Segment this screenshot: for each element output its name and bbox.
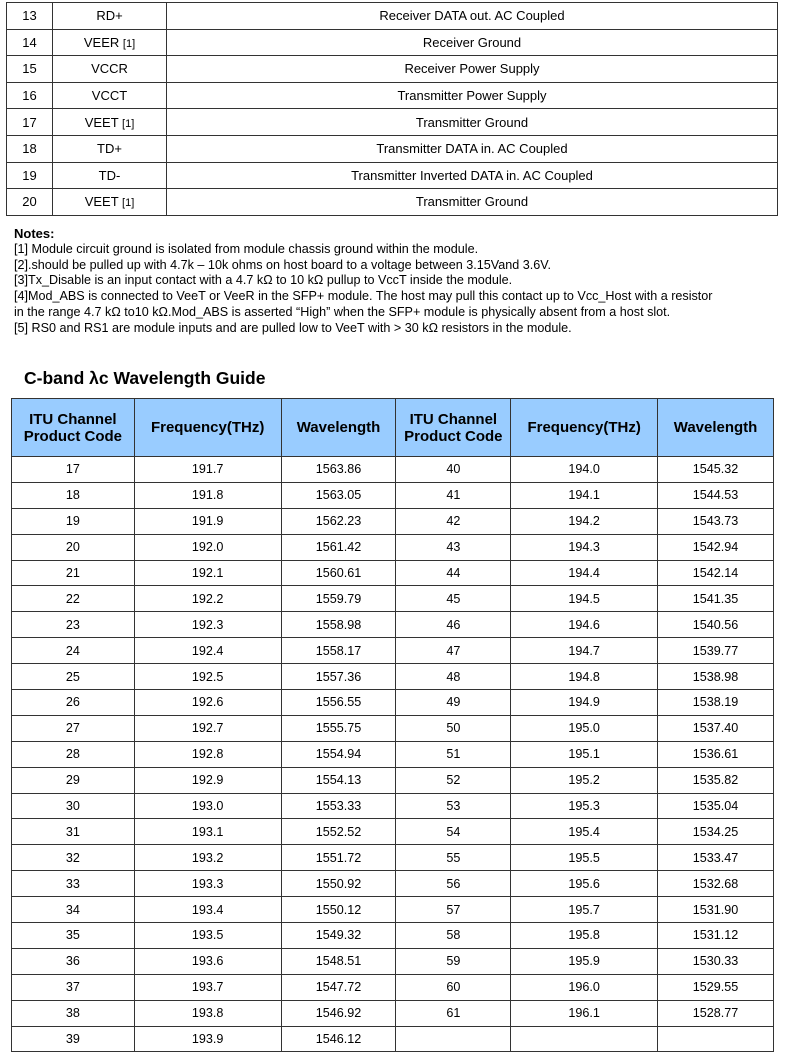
- header-row: [12, 399, 774, 457]
- table-row: [12, 715, 774, 741]
- pin-table-body: [7, 3, 778, 216]
- table-row: [12, 819, 774, 845]
- table-cell: 1548.51: [281, 948, 396, 974]
- table-cell: 192.5: [134, 664, 281, 690]
- pin-symbol: VEER: [83, 34, 120, 50]
- table-cell: 195.8: [511, 923, 658, 949]
- table-cell: 194.3: [511, 534, 658, 560]
- table-cell: 53: [396, 793, 511, 819]
- table-cell: 1532.68: [658, 871, 774, 897]
- table-row: [12, 534, 774, 560]
- table-cell: 1563.86: [281, 457, 396, 483]
- pin-note-ref: [1]: [122, 197, 135, 210]
- pin-description: Transmitter Ground: [167, 189, 778, 216]
- table-cell: 36: [12, 948, 135, 974]
- table-cell: 18: [12, 482, 135, 508]
- pin-row: [7, 135, 778, 162]
- table-cell: 1546.12: [281, 1026, 396, 1052]
- table-cell: 1534.25: [658, 819, 774, 845]
- table-cell: 28: [12, 741, 135, 767]
- table-cell: 49: [396, 690, 511, 716]
- table-cell: 195.5: [511, 845, 658, 871]
- table-cell: 192.2: [134, 586, 281, 612]
- pin-description: Transmitter Power Supply: [167, 82, 778, 109]
- table-cell: [396, 1026, 511, 1052]
- pin-symbol-cell: [53, 56, 167, 83]
- pin-note-ref: [1]: [122, 117, 135, 130]
- table-cell: 195.0: [511, 715, 658, 741]
- table-cell: 195.3: [511, 793, 658, 819]
- table-row: [12, 612, 774, 638]
- table-cell: 1543.73: [658, 508, 774, 534]
- pin-symbol-cell: [53, 82, 167, 109]
- table-cell: 1547.72: [281, 974, 396, 1000]
- table-cell: 193.4: [134, 897, 281, 923]
- table-cell: 27: [12, 715, 135, 741]
- table-cell: 1561.42: [281, 534, 396, 560]
- table-cell: 48: [396, 664, 511, 690]
- table-cell: 1544.53: [658, 482, 774, 508]
- table-cell: 1540.56: [658, 612, 774, 638]
- table-cell: 21: [12, 560, 135, 586]
- table-cell: 31: [12, 819, 135, 845]
- pin-description: Receiver Power Supply: [167, 56, 778, 83]
- note-line: [5] RS0 and RS1 are module inputs and are pulled low to VeeT with > 30 kΩ resistors in the module.: [14, 320, 572, 335]
- table-cell: 26: [12, 690, 135, 716]
- pin-symbol: RD+: [96, 8, 123, 24]
- table-cell: 195.4: [511, 819, 658, 845]
- table-cell: 30: [12, 793, 135, 819]
- table-row: [12, 508, 774, 534]
- table-cell: 1538.98: [658, 664, 774, 690]
- pin-symbol-cell: [53, 29, 167, 56]
- table-cell: 55: [396, 845, 511, 871]
- table-cell: 194.1: [511, 482, 658, 508]
- table-cell: 43: [396, 534, 511, 560]
- table-cell: 194.0: [511, 457, 658, 483]
- table-cell: 42: [396, 508, 511, 534]
- wavelength-table-header: [12, 399, 774, 457]
- table-row: [12, 638, 774, 664]
- note-line: [2].should be pulled up with 4.7k – 10k ohms on host board to a voltage between 3.15Vand 3.6V.: [14, 257, 552, 272]
- pin-number: 19: [7, 162, 53, 189]
- column-header: Wavelength: [658, 399, 774, 457]
- table-cell: 1551.72: [281, 845, 396, 871]
- pin-row: [7, 189, 778, 216]
- table-row: [12, 767, 774, 793]
- table-cell: 34: [12, 897, 135, 923]
- pin-row: [7, 56, 778, 83]
- pin-definition-table: [6, 2, 778, 216]
- table-cell: 1558.98: [281, 612, 396, 638]
- table-cell: 46: [396, 612, 511, 638]
- table-cell: 195.7: [511, 897, 658, 923]
- table-cell: 195.9: [511, 948, 658, 974]
- table-cell: 191.8: [134, 482, 281, 508]
- note-line: [1] Module circuit ground is isolated from module chassis ground within the module.: [14, 241, 479, 256]
- table-cell: 1535.04: [658, 793, 774, 819]
- table-cell: 1528.77: [658, 1000, 774, 1026]
- table-cell: 193.0: [134, 793, 281, 819]
- table-cell: 25: [12, 664, 135, 690]
- table-cell: 40: [396, 457, 511, 483]
- table-cell: 193.3: [134, 871, 281, 897]
- table-cell: 1550.12: [281, 897, 396, 923]
- table-row: [12, 586, 774, 612]
- notes-lines: [14, 242, 794, 337]
- table-cell: 1530.33: [658, 948, 774, 974]
- table-cell: 41: [396, 482, 511, 508]
- table-cell: 1552.52: [281, 819, 396, 845]
- table-row: [12, 923, 774, 949]
- table-row: [12, 1026, 774, 1052]
- column-header: Frequency(THz): [134, 399, 281, 457]
- table-cell: 1560.61: [281, 560, 396, 586]
- table-cell: 1542.94: [658, 534, 774, 560]
- pin-description: Transmitter Ground: [167, 109, 778, 136]
- pin-row: [7, 3, 778, 30]
- pin-symbol: VEET: [84, 114, 119, 130]
- table-cell: 23: [12, 612, 135, 638]
- table-cell: 1555.75: [281, 715, 396, 741]
- table-cell: 1529.55: [658, 974, 774, 1000]
- table-cell: 38: [12, 1000, 135, 1026]
- table-row: [12, 845, 774, 871]
- table-cell: 35: [12, 923, 135, 949]
- table-cell: 1537.40: [658, 715, 774, 741]
- table-cell: 45: [396, 586, 511, 612]
- table-row: [12, 482, 774, 508]
- pin-number: 18: [7, 135, 53, 162]
- table-cell: 192.4: [134, 638, 281, 664]
- table-cell: 1542.14: [658, 560, 774, 586]
- table-cell: 1549.32: [281, 923, 396, 949]
- pin-symbol: VCCR: [91, 61, 128, 77]
- table-cell: 33: [12, 871, 135, 897]
- pin-description: Transmitter Inverted DATA in. AC Coupled: [167, 162, 778, 189]
- table-row: [12, 690, 774, 716]
- pin-description: Receiver Ground: [167, 29, 778, 56]
- table-cell: 1559.79: [281, 586, 396, 612]
- table-cell: 192.1: [134, 560, 281, 586]
- table-cell: 1531.12: [658, 923, 774, 949]
- note-line: in the range 4.7 kΩ to10 kΩ.Mod_ABS is asserted “High” when the SFP+ module is physically absent from a host slot.: [14, 304, 671, 319]
- pin-row: [7, 82, 778, 109]
- pin-symbol-cell: [53, 162, 167, 189]
- table-cell: 193.6: [134, 948, 281, 974]
- table-cell: [658, 1026, 774, 1052]
- pin-row: [7, 162, 778, 189]
- table-cell: 193.2: [134, 845, 281, 871]
- table-cell: 22: [12, 586, 135, 612]
- table-cell: 1562.23: [281, 508, 396, 534]
- table-cell: 1536.61: [658, 741, 774, 767]
- table-cell: 194.5: [511, 586, 658, 612]
- column-header: ITU Channel Product Code: [396, 399, 511, 457]
- table-cell: 1546.92: [281, 1000, 396, 1026]
- column-header: Frequency(THz): [511, 399, 658, 457]
- table-cell: 58: [396, 923, 511, 949]
- table-cell: 195.2: [511, 767, 658, 793]
- table-cell: 1557.36: [281, 664, 396, 690]
- table-cell: 192.7: [134, 715, 281, 741]
- pin-number: 15: [7, 56, 53, 83]
- table-cell: 192.9: [134, 767, 281, 793]
- table-row: [12, 664, 774, 690]
- table-cell: 17: [12, 457, 135, 483]
- table-cell: 1554.13: [281, 767, 396, 793]
- table-cell: 192.6: [134, 690, 281, 716]
- notes-section: [14, 226, 794, 337]
- pin-symbol-cell: [53, 135, 167, 162]
- wavelength-guide-title: C-band λc Wavelength Guide: [24, 368, 266, 388]
- table-cell: 1558.17: [281, 638, 396, 664]
- table-cell: 1550.92: [281, 871, 396, 897]
- pin-description: Transmitter DATA in. AC Coupled: [167, 135, 778, 162]
- pin-symbol-cell: [53, 189, 167, 216]
- table-cell: 193.9: [134, 1026, 281, 1052]
- table-cell: 1535.82: [658, 767, 774, 793]
- table-cell: 1533.47: [658, 845, 774, 871]
- table-cell: 191.7: [134, 457, 281, 483]
- table-row: [12, 897, 774, 923]
- table-cell: 61: [396, 1000, 511, 1026]
- table-cell: 1541.35: [658, 586, 774, 612]
- table-cell: 1531.90: [658, 897, 774, 923]
- table-cell: 37: [12, 974, 135, 1000]
- pin-description: Receiver DATA out. AC Coupled: [167, 3, 778, 30]
- table-cell: 194.7: [511, 638, 658, 664]
- table-cell: 193.7: [134, 974, 281, 1000]
- wavelength-table-body: [12, 457, 774, 1052]
- pin-number: 13: [7, 3, 53, 30]
- table-cell: 192.8: [134, 741, 281, 767]
- table-row: [12, 560, 774, 586]
- table-cell: 196.1: [511, 1000, 658, 1026]
- table-cell: 32: [12, 845, 135, 871]
- column-header: Wavelength: [281, 399, 396, 457]
- table-cell: 196.0: [511, 974, 658, 1000]
- pin-number: 20: [7, 189, 53, 216]
- table-cell: 194.8: [511, 664, 658, 690]
- pin-symbol: VCCT: [91, 88, 128, 104]
- table-cell: 1545.32: [658, 457, 774, 483]
- table-row: [12, 871, 774, 897]
- wavelength-guide-table: [11, 398, 774, 1052]
- table-cell: 1563.05: [281, 482, 396, 508]
- pin-number: 17: [7, 109, 53, 136]
- pin-row: [7, 109, 778, 136]
- table-cell: 194.9: [511, 690, 658, 716]
- table-cell: 192.3: [134, 612, 281, 638]
- table-row: [12, 948, 774, 974]
- table-row: [12, 793, 774, 819]
- table-cell: 193.8: [134, 1000, 281, 1026]
- table-row: [12, 1000, 774, 1026]
- pin-symbol: TD+: [97, 141, 122, 157]
- table-cell: 194.6: [511, 612, 658, 638]
- table-cell: 195.1: [511, 741, 658, 767]
- table-cell: 194.2: [511, 508, 658, 534]
- pin-note-ref: [1]: [122, 37, 136, 50]
- table-cell: 56: [396, 871, 511, 897]
- table-cell: 1554.94: [281, 741, 396, 767]
- table-cell: [511, 1026, 658, 1052]
- pin-symbol: VEET: [84, 194, 119, 210]
- table-cell: 60: [396, 974, 511, 1000]
- table-cell: 191.9: [134, 508, 281, 534]
- pin-row: [7, 29, 778, 56]
- table-cell: 54: [396, 819, 511, 845]
- note-line: [4]Mod_ABS is connected to VeeT or VeeR in the SFP+ module. The host may pull this contact up to Vcc_Host with a resistor: [14, 289, 713, 304]
- table-cell: 44: [396, 560, 511, 586]
- table-cell: 19: [12, 508, 135, 534]
- pin-number: 16: [7, 82, 53, 109]
- table-cell: 52: [396, 767, 511, 793]
- table-cell: 59: [396, 948, 511, 974]
- table-cell: 51: [396, 741, 511, 767]
- pin-symbol-cell: [53, 109, 167, 136]
- table-cell: 194.4: [511, 560, 658, 586]
- notes-title: Notes:: [14, 226, 55, 241]
- table-cell: 29: [12, 767, 135, 793]
- table-cell: 24: [12, 638, 135, 664]
- table-cell: 50: [396, 715, 511, 741]
- table-row: [12, 741, 774, 767]
- table-row: [12, 457, 774, 483]
- table-cell: 1553.33: [281, 793, 396, 819]
- table-cell: 193.5: [134, 923, 281, 949]
- table-cell: 1556.55: [281, 690, 396, 716]
- table-cell: 193.1: [134, 819, 281, 845]
- table-cell: 1538.19: [658, 690, 774, 716]
- table-cell: 1539.77: [658, 638, 774, 664]
- table-cell: 57: [396, 897, 511, 923]
- pin-symbol: TD-: [98, 167, 121, 183]
- pin-number: 14: [7, 29, 53, 56]
- table-cell: 39: [12, 1026, 135, 1052]
- table-cell: 47: [396, 638, 511, 664]
- table-row: [12, 974, 774, 1000]
- note-line: [3]Tx_Disable is an input contact with a 4.7 kΩ to 10 kΩ pullup to VccT inside the module.: [14, 273, 513, 288]
- pin-symbol-cell: [53, 3, 167, 30]
- table-cell: 195.6: [511, 871, 658, 897]
- table-cell: 20: [12, 534, 135, 560]
- column-header: ITU Channel Product Code: [12, 399, 135, 457]
- table-cell: 192.0: [134, 534, 281, 560]
